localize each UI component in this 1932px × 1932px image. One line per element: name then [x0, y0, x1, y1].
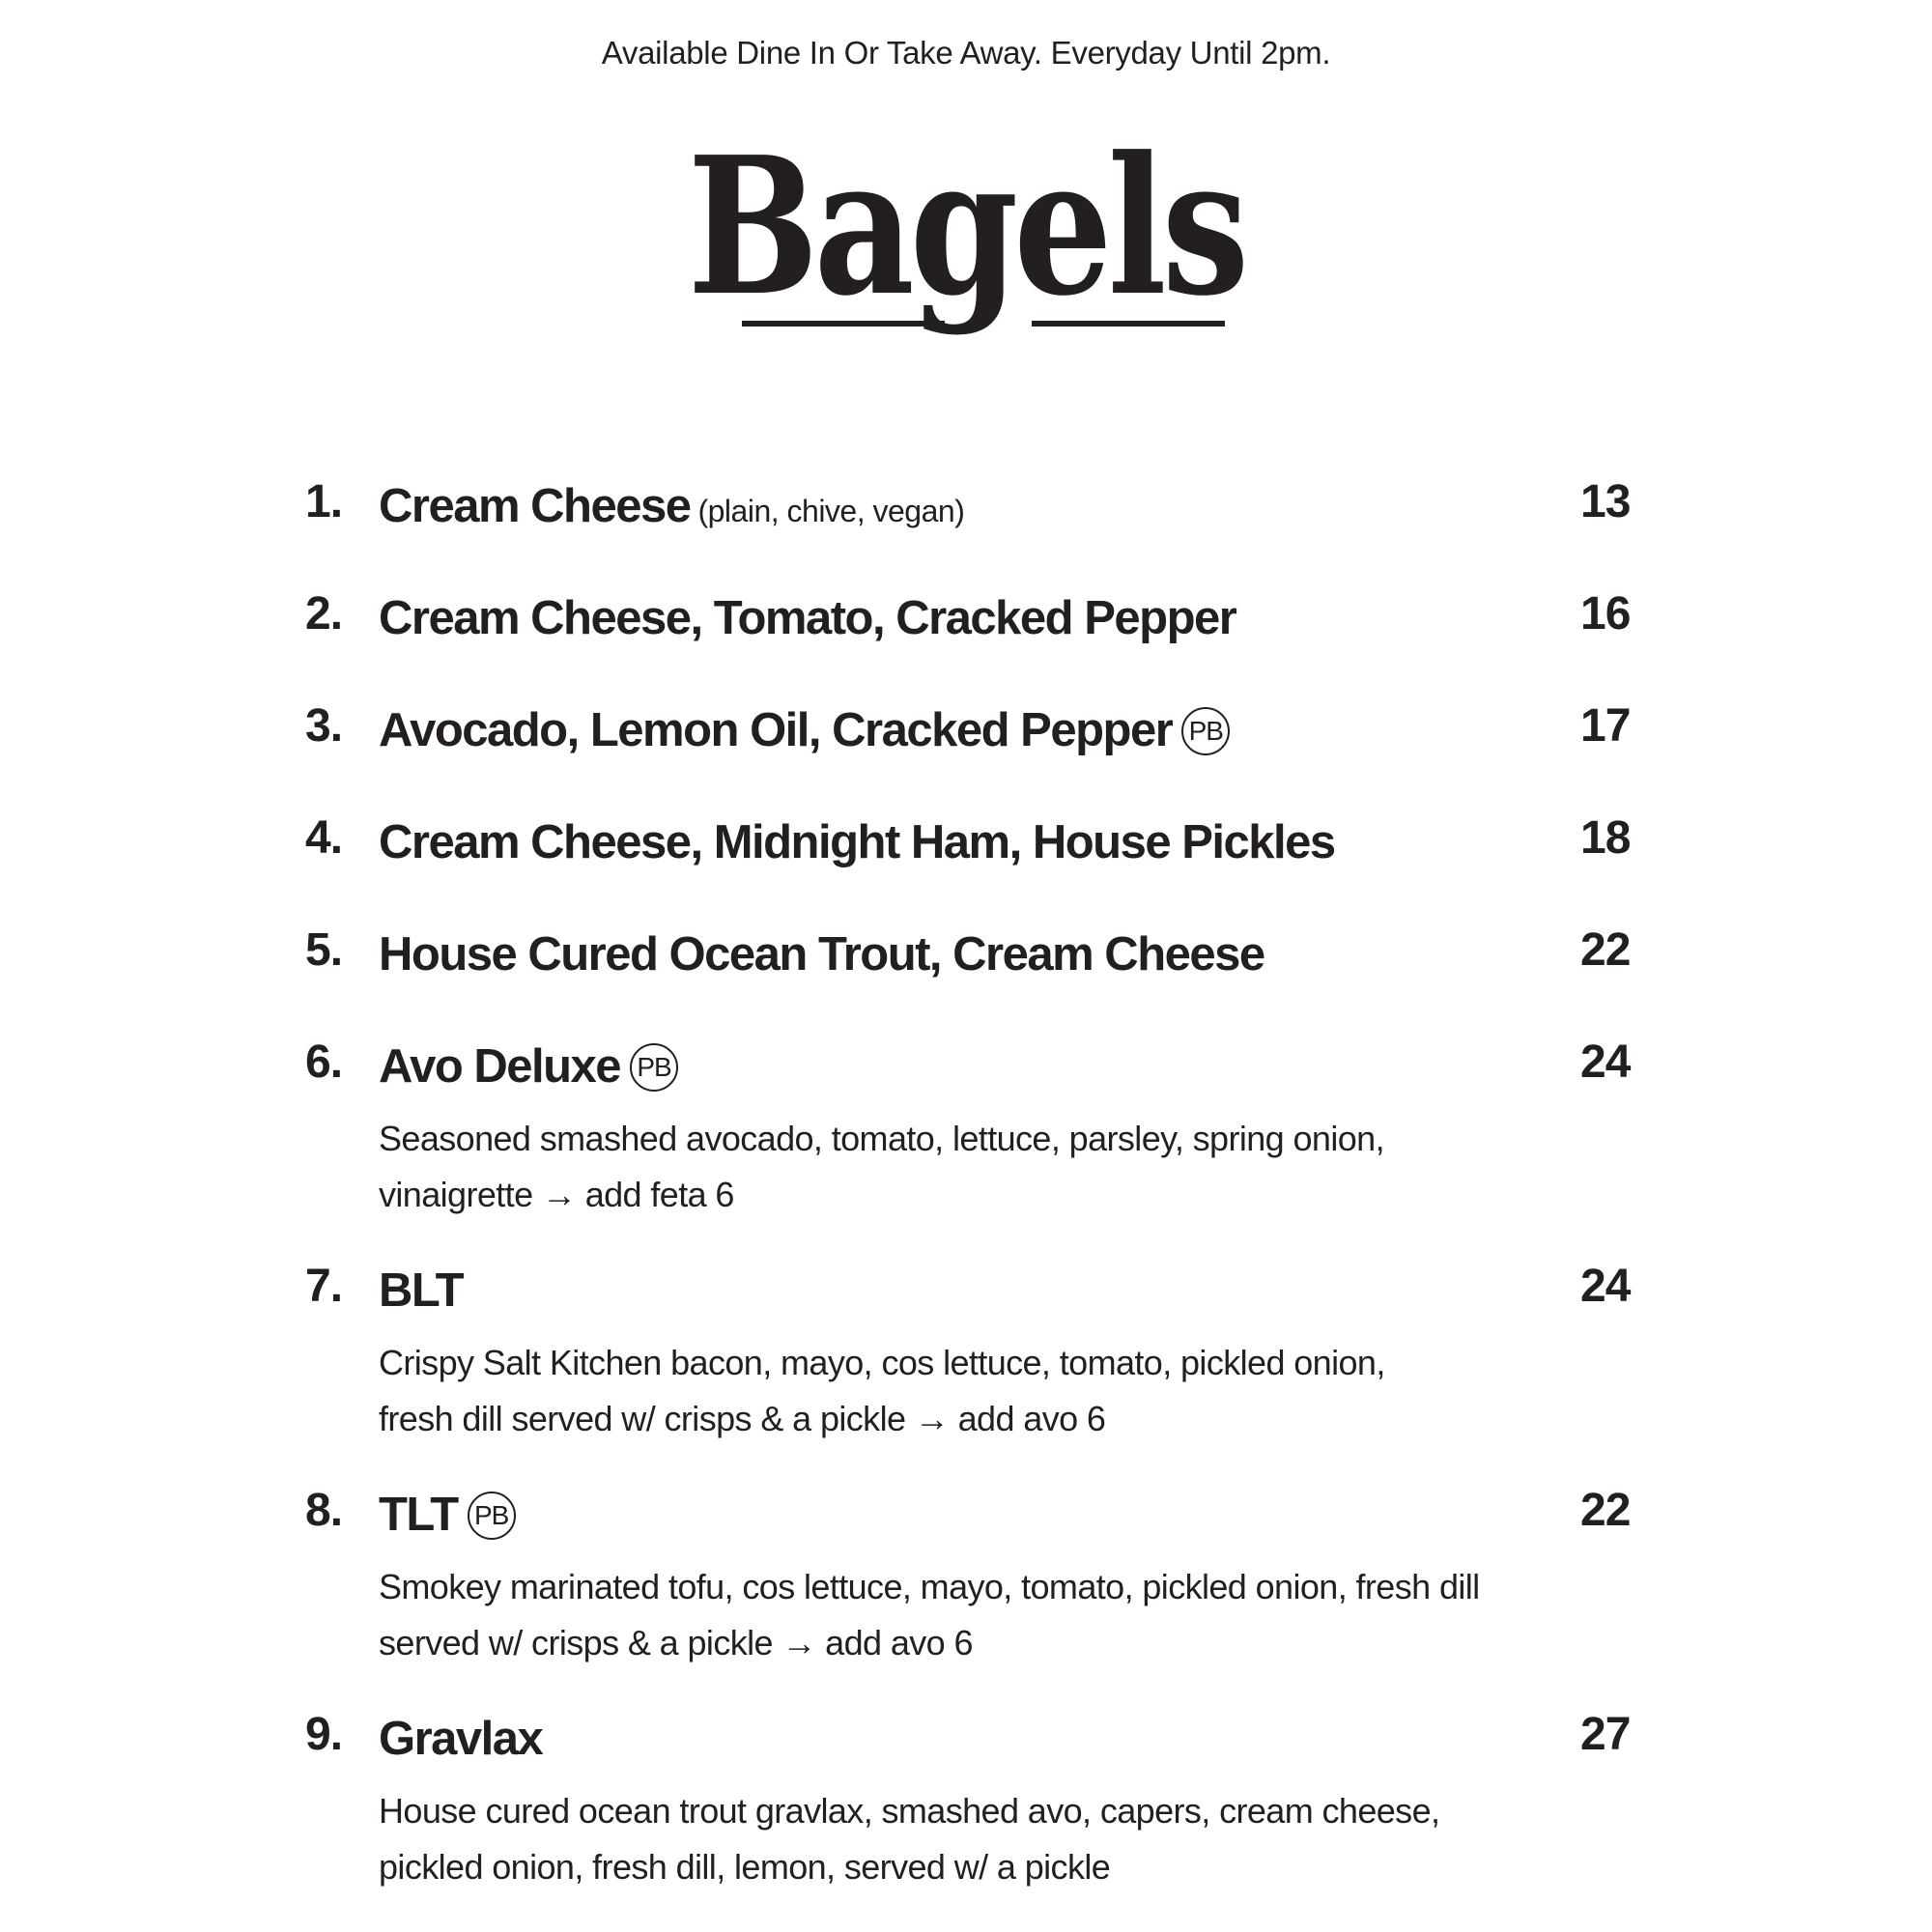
item-price: 24 — [1580, 1037, 1631, 1088]
item-number: 9. — [305, 1709, 343, 1760]
item-title-line — [379, 1262, 463, 1331]
title-block — [0, 116, 1932, 367]
item-name: House Cured Ocean Trout, Cream Cheese — [379, 928, 1264, 980]
item-description-line: House cured ocean trout gravlax, smashed avo, capers, cream cheese, — [379, 1791, 1440, 1831]
item-title-line — [379, 701, 1230, 771]
item-number: 7. — [305, 1261, 343, 1312]
item-number: 3. — [305, 700, 343, 752]
item-name: Cream Cheese — [379, 480, 691, 532]
item-description — [379, 1783, 1577, 1895]
page-title: Bagels — [687, 116, 1245, 338]
item-note: (plain, chive, vegan) — [697, 494, 965, 528]
item-title-line — [379, 1037, 678, 1107]
item-price: 17 — [1580, 700, 1631, 752]
item-name: TLT — [379, 1489, 458, 1541]
item-name: Cream Cheese, Midnight Ham, House Pickles — [379, 816, 1335, 868]
item-title-line — [379, 1486, 516, 1555]
item-name: Avocado, Lemon Oil, Cracked Pepper — [379, 704, 1173, 756]
item-description-line: Crispy Salt Kitchen bacon, mayo, cos lettuce, tomato, pickled onion, — [379, 1343, 1385, 1382]
item-description — [379, 1559, 1577, 1671]
item-description-line: vinaigrette → add feta 6 — [379, 1175, 734, 1214]
item-price: 13 — [1580, 476, 1631, 527]
item-description-line: pickled onion, fresh dill, lemon, served w/ a pickle — [379, 1847, 1111, 1887]
item-price: 16 — [1580, 588, 1631, 639]
item-title-line — [379, 1710, 542, 1779]
plant-based-badge-icon: PB — [1181, 707, 1230, 755]
item-name: Cream Cheese, Tomato, Cracked Pepper — [379, 592, 1236, 644]
item-name: Avo Deluxe — [379, 1040, 621, 1093]
item-title-line — [379, 925, 1264, 995]
plant-based-badge-icon: PB — [630, 1043, 678, 1092]
item-description — [379, 1111, 1577, 1223]
item-number: 4. — [305, 812, 343, 864]
item-title-line — [379, 477, 964, 547]
item-number: 5. — [305, 924, 343, 976]
item-price: 18 — [1580, 812, 1631, 864]
item-number: 8. — [305, 1485, 343, 1536]
item-number: 2. — [305, 588, 343, 639]
item-price: 27 — [1580, 1709, 1631, 1760]
item-name: BLT — [379, 1264, 464, 1317]
item-title-line — [379, 813, 1335, 883]
item-number: 1. — [305, 476, 343, 527]
item-name: Gravlax — [379, 1713, 543, 1765]
tagline: Available Dine In Or Take Away. Everyday Until 2pm. — [601, 35, 1331, 71]
item-description — [379, 1335, 1577, 1447]
item-description-line: Smokey marinated tofu, cos lettuce, mayo, tomato, pickled onion, fresh dill — [379, 1567, 1480, 1606]
item-title-line — [379, 589, 1236, 659]
item-description-line: fresh dill served w/ crisps & a pickle → add avo 6 — [379, 1399, 1106, 1438]
item-price: 22 — [1580, 1485, 1631, 1536]
item-price: 22 — [1580, 924, 1631, 976]
item-number: 6. — [305, 1037, 343, 1088]
item-price: 24 — [1580, 1261, 1631, 1312]
item-description-line: served w/ crisps & a pickle → add avo 6 — [379, 1623, 973, 1662]
item-description-line: Seasoned smashed avocado, tomato, lettuce, parsley, spring onion, — [379, 1119, 1384, 1158]
plant-based-badge-icon: PB — [468, 1492, 516, 1540]
